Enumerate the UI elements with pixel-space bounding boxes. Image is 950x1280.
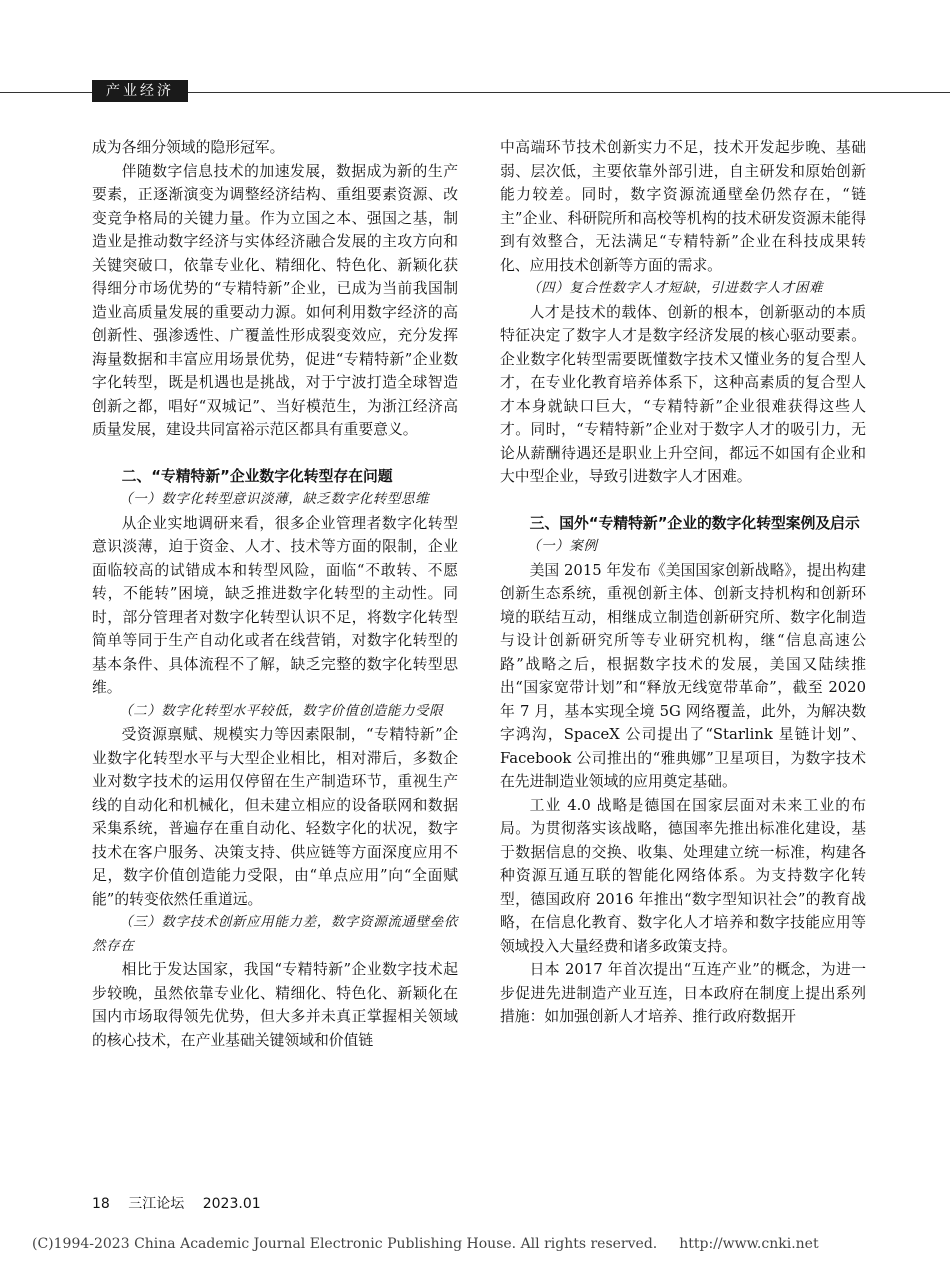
- paragraph: 从企业实地调研来看，很多企业管理者数字化转型意识淡薄，迫于资金、人才、技术等方面的限制，企业面临较高的试错成本和转型风险，面临“不敢转、不愿转，不能转”困境，缺乏推进数字化转型的主动性。同时，部分管理者对数字化转型认识不足，将数字化转型简单等同于生产自动化或者在线营销，对数字化转型的基本条件、具体流程不了解，缺乏完整的数字化转型思维。: [92, 514, 458, 696]
- paragraph: 成为各细分领域的隐形冠军。: [92, 139, 285, 156]
- page-footer: [92, 1193, 275, 1213]
- journal-name: 三江论坛: [128, 1196, 185, 1212]
- subsection-heading: （四）复合性数字人才短缺，引进数字人才困难: [527, 280, 824, 296]
- subsection-heading: （二）数字化转型水平较低，数字价值创造能力受限: [119, 702, 444, 719]
- left-column: [92, 136, 458, 1052]
- section-heading: 三、国外“专精特新”企业的数字化转型案例及启示: [529, 514, 860, 532]
- copyright-text: (C)1994-2023 China Academic Journal Electronic Publishing House. All rights reserved.: [32, 1236, 658, 1252]
- section-heading: 二、“专精特新”企业数字化转型存在问题: [121, 467, 393, 485]
- page-number: 18: [92, 1196, 110, 1212]
- paragraph: 日本 2017 年首次提出“互连产业”的概念，为进一步促进先进制造产业互连，日本政府在制度上提出系列措施：如加强创新人才培养、推行政府数据开: [500, 961, 866, 1025]
- paragraph: 中高端环节技术创新实力不足，技术开发起步晚、基础弱、层次低，主要依靠外部引进，自主研发和原始创新能力较差。同时，数字资源流通壁垒仍然存在，“链主”企业、科研院所和高校等机构的技术研发资源未能得到有效整合，无法满足“专精特新”企业在科技成果转化、应用技术创新等方面的需求。: [500, 139, 866, 274]
- paragraph: 工业 4.0 战略是德国在国家层面对未来工业的布局。为贯彻落实该战略，德国率先推出标准化建设，基于数据信息的交换、收集、处理建立统一标准，构建各种资源互通互联的智能化网络体系。为支持数字化转型，德国政府 2016 年推出“数字型知识社会”的教育战略，在信息化教育、数字化人才培养和数字技能应用等领域投入大量经费和诸多政策支持。: [500, 796, 866, 955]
- subsection-heading: （一）数字化转型意识淡薄，缺乏数字化转型思维: [119, 491, 430, 507]
- subsection-heading: （一）案例: [527, 538, 598, 554]
- copyright-line: [32, 1236, 819, 1252]
- paragraph: 美国 2015 年发布《美国国家创新战略》，提出构建创新生态系统，重视创新主体、创新支持机构和创新环境的联结互动，相继成立制造创新研究所、数字化制造与设计创新研究所等专业研究机构，继“信息高速公路”战略之后，根据数字技术的发展，美国又陆续推出“国家宽带计划”和“释放无线宽带革命”，截至 2020 年 7 月，基本实现全境 5G 网络覆盖，此外，为解决数字鸿沟，SpaceX 公司提出了“Starlink 星链计划”、Facebook 公司推出的“雅典娜”卫星项目，为数字技术在先进制造业领域的应用奠定基础。: [500, 561, 866, 790]
- paragraph: 伴随数字信息技术的加速发展，数据成为新的生产要素，正逐渐演变为调整经济结构、重组要素资源、改变竞争格局的关键力量。作为立国之本、强国之基，制造业是推动数字经济与实体经济融合发展的主攻方向和关键突破口，依靠专业化、精细化、特色化、新颖化获得细分市场优势的“专精特新”企业，已成为当前我国制造业高质量发展的重要动力源。如何利用数字经济的高创新性、强渗透性、广覆盖性形成裂变效应，充分发挥海量数据和丰富应用场景优势，促进“专精特新”企业数字化转型，既是机遇也是挑战，对于宁波打造全球智造创新之都，唱好“双城记”、当好模范生，为浙江经济高质量发展，建设共同富裕示范区都具有重要意义。: [92, 162, 458, 438]
- paragraph: 相比于发达国家，我国“专精特新”企业数字技术起步较晚，虽然依靠专业化、精细化、特色化、新颖化在国内市场取得领先优势，但大多并未真正掌握相关领域的核心技术，在产业基础关键领域和价值链: [92, 961, 458, 1049]
- section-tag: 产业经济: [92, 80, 188, 102]
- right-column: [500, 136, 866, 1029]
- paragraph: 人才是技术的载体、创新的根本，创新驱动的本质特征决定了数字人才是数字经济发展的核心驱动要素。企业数字化转型需要既懂数字技术又懂业务的复合型人才，在专业化教育培养体系下，这种高素质的复合型人才本身就缺口巨大，“专精特新”企业很难获得这些人才。同时，“专精特新”企业对于数字人才的吸引力，无论从薪酬待遇还是职业上升空间，都远不如国有企业和大中型企业，导致引进数字人才困难。: [500, 303, 866, 485]
- copyright-url[interactable]: http://www.cnki.net: [679, 1236, 819, 1252]
- issue-number: 2023.01: [202, 1196, 261, 1212]
- subsection-heading: （三）数字技术创新应用能力差，数字资源流通壁垒依然存在: [92, 914, 458, 954]
- paragraph: 受资源禀赋、规模实力等因素限制，“专精特新”企业数字化转型水平与大型企业相比，相对滞后，多数企业对数字技术的运用仅停留在生产制造环节，重视生产线的自动化和机械化，但未建立相应的设备联网和数据采集系统，普遍存在重自动化、轻数字化的状况，数字技术在客户服务、决策支持、供应链等方面深度应用不足，数字价值创造能力受限，由“单点应用”向“全面赋能”的转变依然任重道远。: [92, 726, 458, 908]
